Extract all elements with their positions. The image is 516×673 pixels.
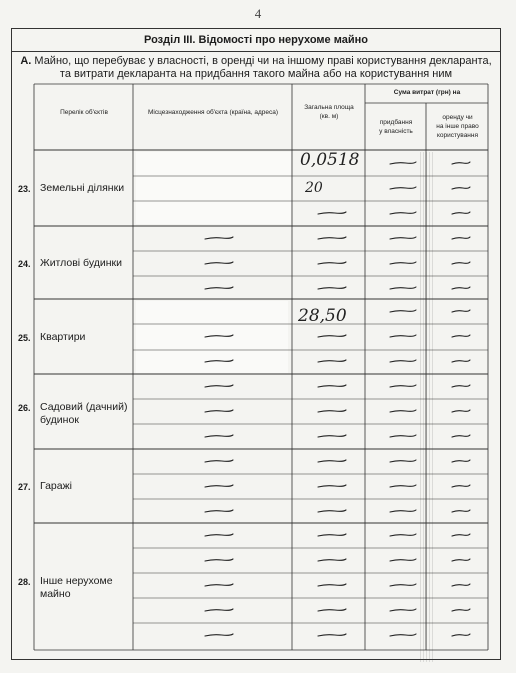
header-area-line-1: Загальна площа (304, 104, 354, 111)
row-label-other-property (40, 575, 113, 601)
header-expenses: Сума витрат (грн) на (393, 89, 461, 96)
row-label-garden-house-line-2: будинок (40, 414, 79, 426)
header-purchase-line-1: придбання (379, 119, 413, 126)
header-rent-line-3: користування (436, 132, 479, 139)
row-number-25: 25. (18, 333, 31, 343)
subheading-line-2: та витрати декларанта на придбання такого майна або на користування ним (59, 68, 453, 80)
row-number-27: 27. (18, 482, 31, 492)
handwritten-apartment-area: 28,50 (298, 306, 347, 326)
redacted-location-apartment (136, 301, 288, 373)
redacted-location (136, 152, 291, 224)
header-rent-line-2: на інше право (436, 123, 479, 130)
row-label-houses: Житлові будинки (40, 257, 122, 269)
header-object-list: Перелік об'єктів (60, 109, 108, 116)
header-area (293, 103, 365, 121)
header-location: Місцезнаходження об'єкта (країна, адреса) (148, 109, 278, 116)
header-rent-line-1: оренду чи (442, 114, 473, 121)
handwritten-land-area-1: 0,0518 (300, 150, 360, 170)
scan-noise (420, 152, 434, 662)
section-title: Розділ III. Відомості про нерухоме майно (12, 29, 500, 52)
row-label-garden-house-line-1: Садовий (дачний) (40, 401, 128, 413)
row-label-land: Земельні ділянки (40, 182, 125, 194)
header-purchase (366, 118, 426, 136)
header-area-line-2: (кв. м) (319, 113, 339, 120)
page-number: 4 (254, 6, 262, 21)
row-label-other-property-line-1: Інше нерухоме (40, 575, 113, 587)
row-label-apartments: Квартири (40, 331, 86, 343)
row-number-26: 26. (18, 403, 31, 413)
row-number-24: 24. (18, 259, 31, 269)
row-number-23: 23. (18, 184, 31, 194)
header-rent (427, 113, 488, 140)
header-purchase-line-2: у власність (379, 128, 413, 135)
row-label-other-property-line-2: майно (40, 588, 71, 600)
subheading-line-1: Майно, що перебуває у власності, в оренді чи на іншому праві користування декларанта, (34, 55, 492, 67)
row-label-garden-house (40, 401, 127, 427)
subheading-prefix: А. (20, 55, 32, 67)
row-label-garages: Гаражі (40, 480, 72, 492)
handwritten-land-area-2: 20 (305, 180, 323, 196)
row-number-28: 28. (18, 577, 31, 587)
